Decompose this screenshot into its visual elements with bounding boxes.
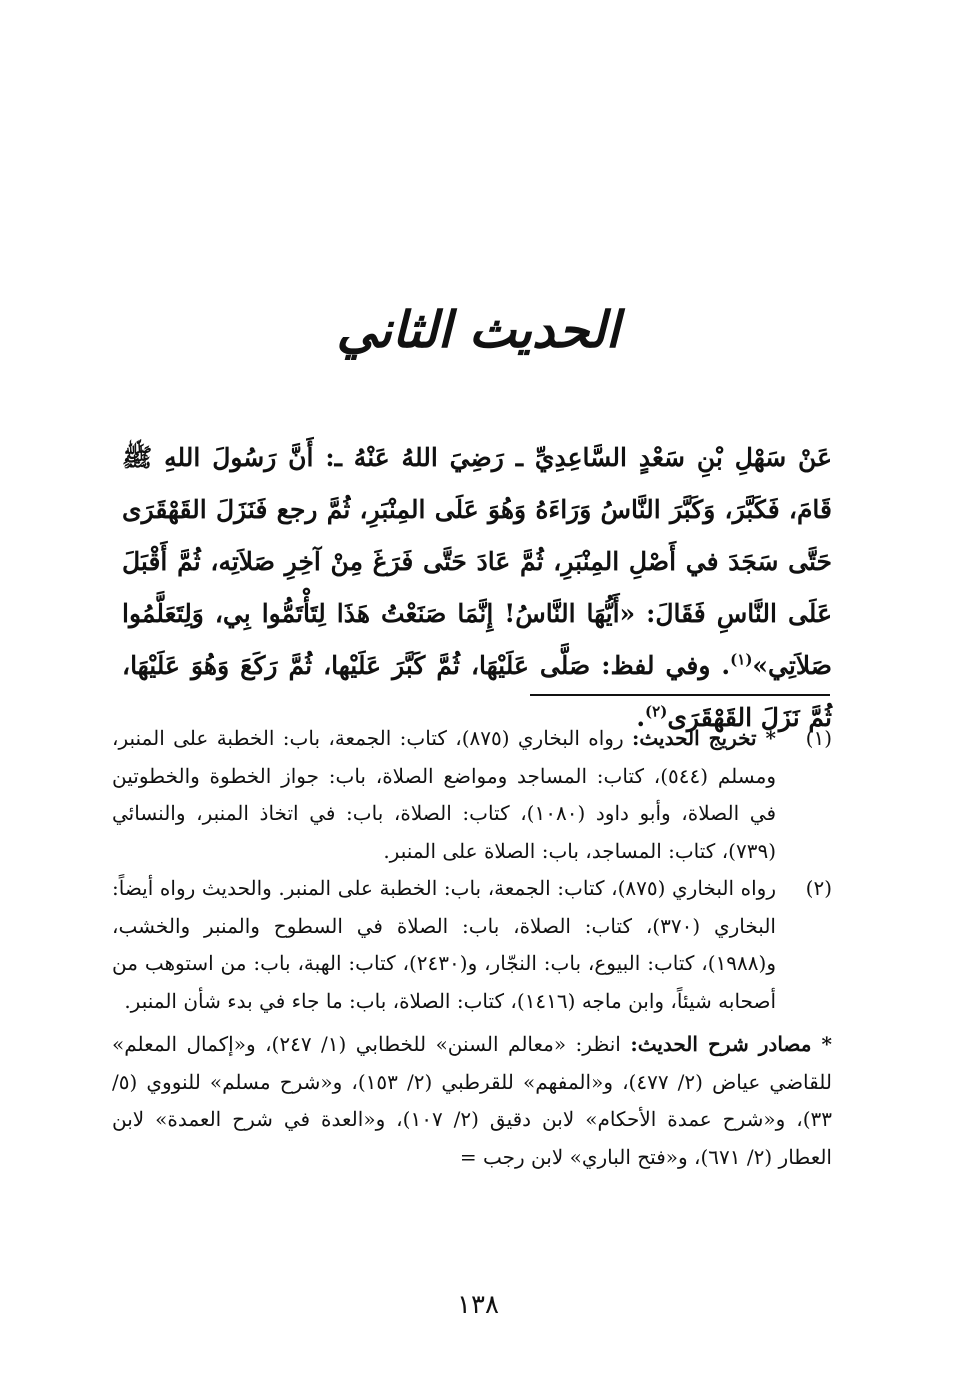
footnote-divider (530, 694, 830, 696)
footnote-text: رواه البخاري (٨٧٥)، كتاب: الجمعة، باب: الخطبة على المنبر، ومسلم (٥٤٤)، كتاب: المساجد ومواضع الصلاة، باب: جواز الخطوة والخطوتين في الصلاة، وأبو داود (١٠٨٠)، كتاب: الصلاة، باب: في اتخاذ المنبر، والنسائي (٧٣٩)، كتاب: المساجد، باب: الصلاة على المنبر. (112, 726, 777, 863)
footnote-body (112, 720, 776, 870)
hadith-text-part2: . وفي لفظ: صَلَّى عَلَيْهَا، ثُمَّ كَبَّرَ عَلَيْها، ثُمَّ رَكَعَ وَهُوَ عَلَيْهَا، ثُمَّ نَزَلَ القَهْقَرَى (122, 651, 832, 732)
footnote-body (112, 870, 776, 1020)
hadith-text (122, 432, 832, 744)
footnote-number: (١) (805, 726, 832, 750)
footnote-2 (112, 870, 832, 1020)
page-number: ١٣٨ (457, 1290, 499, 1320)
hadith-text-part1: عَنْ سَهْلِ بْنِ سَعْدٍ السَّاعِدِيِّ ـ رَضِيَ اللهُ عَنْهُ ـ: أَنَّ رَسُولَ اللهِ ﷺ قَامَ، فَكَبَّرَ، وَكَبَّرَ النَّاسُ وَرَاءَهُ وَهُوَ عَلَى المِنْبَرِ، ثُمَّ رجع فَنَزَلَ القَهْقَرَى حَتَّى سَجَدَ في أَصْلِ المِنْبَرِ، ثُمَّ عَادَ حَتَّى فَرَغَ مِنْ آخِرِ صَلاَتِه، ثُمَّ أَقْبَلَ عَلَى النَّاسِ فَقَالَ: «أَيُّهَا النَّاسُ! إِنَّمَا صَنَعْتُ هَذَا لِتَأْتَمُّوا بِي، وَلِتَعَلَّمُوا صَلاَتِي» (122, 443, 832, 680)
footnotes (112, 720, 832, 1176)
footnote-1 (112, 720, 832, 870)
footnote-lead: * تخريج الحديث: (631, 726, 776, 750)
commentary-sources (112, 1026, 832, 1176)
sources-lead: * مصادر شرح الحديث: (630, 1032, 832, 1056)
footnote-ref-1: (١) (730, 650, 753, 669)
footnote-ref-2: (٢) (645, 702, 668, 721)
footnote-text: رواه البخاري (٨٧٥)، كتاب: الجمعة، باب: الخطبة على المنبر. والحديث رواه أيضاً: البخاري (٣٧٠)، كتاب: الصلاة، باب: الصلاة في السطوح والمنبر والخشب، و(١٩٨٨)، كتاب: البيوع، باب: النجّار، و(٢٤٣٠)، كتاب: الهبة، باب: من استوهب من أصحابه شيئاً، وابن ماجه (١٤١٦)، كتاب: الصلاة، باب: ما جاء في بدء شأن المنبر. (112, 876, 776, 1013)
hadith-text-end: . (636, 703, 646, 732)
footnote-number: (٢) (805, 876, 832, 900)
sources-text: انظر: «معالم السنن» للخطابي (١/ ٢٤٧)، و«إكمال المعلم» للقاضي عياض (٢/ ٤٧٧)، و«المفهم» للقرطبي (٢/ ١٥٣)، و«شرح مسلم» للنووي (٥/ ٣٣)، و«شرح عمدة الأحكام» لابن دقيق (٢/ ١٠٧)، و«العدة في شرح العمدة» لابن العطار (٢/ ٦٧١)، و«فتح الباري» لابن رجب = (112, 1032, 832, 1169)
hadith-heading: الحديث الثاني (336, 300, 620, 359)
